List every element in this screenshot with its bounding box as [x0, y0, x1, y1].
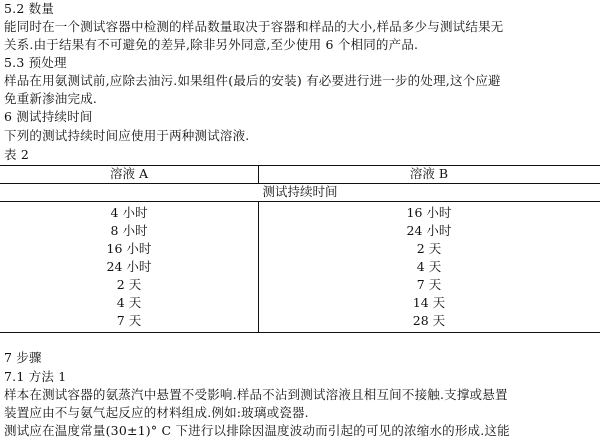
header-solution-b: 溶液 B: [409, 166, 449, 181]
table-cell: 4 天: [416, 259, 442, 274]
table-cell: 16 小时: [406, 205, 452, 220]
table-cell: 24 小时: [106, 259, 152, 274]
table-cell: 7 天: [416, 277, 442, 292]
table-cell: 4 天: [116, 295, 142, 310]
table-cell: 8 小时: [110, 223, 148, 238]
table-cell: 28 天: [412, 313, 446, 328]
paragraph-line: 免重新渗油完成.: [4, 91, 98, 106]
header-test-duration: 测试持续时间: [262, 184, 338, 199]
table-caption: 表 2: [4, 147, 30, 162]
section-heading-5-3: 5.3 预处理: [4, 55, 67, 70]
section-heading-7: 7 步骤: [4, 350, 42, 365]
section-heading-5-2: 5.2 数量: [4, 1, 55, 16]
section-heading-6: 6 测试持续时间: [4, 109, 93, 124]
table-cell: 2 天: [416, 241, 442, 256]
table-cell: 7 天: [116, 313, 142, 328]
table-cell: 2 天: [116, 277, 142, 292]
table-rule-subheader: [0, 201, 600, 202]
paragraph-line: 装置应由不与氨气起反应的材料组成.例如:玻璃或瓷器.: [4, 405, 309, 420]
paragraph-line: 关系.由于结果有不可避免的差异,除非另外同意,至少使用 6 个相同的产品.: [4, 37, 419, 52]
paragraph-line: 下列的测试持续时间应使用于两种测试溶液.: [4, 128, 250, 143]
duration-table: [0, 165, 600, 333]
table-rule-bottom: [0, 332, 600, 333]
paragraph-line: 样本在测试容器的氨蒸汽中悬置不受影响.样品不沾到测试溶液且相互间不接触.支撑或悬置: [4, 387, 508, 402]
section-heading-7-1: 7.1 方法 1: [4, 369, 67, 384]
paragraph-line: 能同时在一个测试容器中检测的样品数量取决于容器和样品的大小,样品多少与测试结果无: [4, 19, 504, 34]
paragraph-line: 样品在用氨测试前,应除去油污.如果组件(最后的安装) 有必要进行进一步的处理,这个应避: [4, 73, 501, 88]
table-cell: 14 天: [412, 295, 446, 310]
table-cell: 4 小时: [110, 205, 148, 220]
table-cell: 24 小时: [406, 223, 452, 238]
table-cell: 16 小时: [106, 241, 152, 256]
paragraph-line: 测试应在温度常量(30±1)° C 下进行以排除因温度波动而引起的可见的浓缩水的形成.这能: [4, 423, 510, 438]
header-solution-a: 溶液 A: [109, 166, 148, 181]
